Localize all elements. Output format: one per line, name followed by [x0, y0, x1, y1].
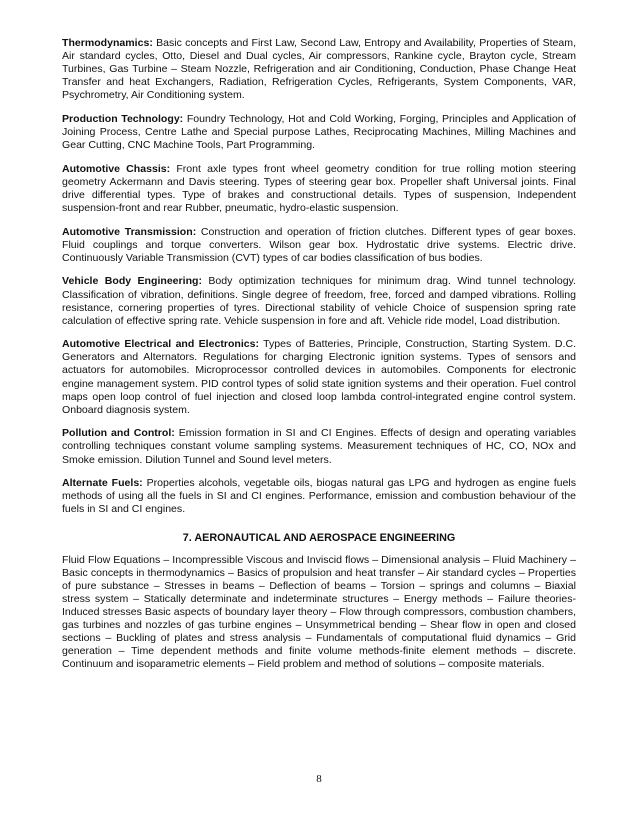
section-body: Fluid Flow Equations – Incompressible Viscous and Inviscid flows – Dimensional analysis – Fluid Machinery – Basic concepts in thermodynamics – Basics of propulsion and heat transfer – Air standard cycles – Properties of pure substance – Stresses in beams – Deflection of beams – Torsion – springs and columns – Biaxial stress system – Statically determinate and indeterminate structures – Energy methods – Failure theories- Induced stresses Basic aspects of boundary layer theory – Flow through compressors, combustion chambers, gas turbines and nozzles of gas turbine engines – Unsymmetrical bending – Shear flow in open and closed sections – Buckling of plates and stress analysis – Fundamentals of computational fluid dynamics – Grid generation – Time dependent methods and finite volume methods-finite element methods – discrete. Continuum and isoparametric elements – Field problem and method of solutions – composite materials. [62, 553, 576, 671]
heading-vehicle-body-engineering: Vehicle Body Engineering: [62, 275, 202, 288]
paragraph-automotive-transmission [62, 226, 576, 265]
text-automotive-electrical: Types of Batteries, Principle, Construction, Starting System. D.C. Generators and Alternators. Regulations for charging Electronic ignition systems. Types of sensors and actuators for automobiles. Microprocessor controlled devices in automobiles. Components for electronic engine management system. PID control types of solid state ignition systems and their operation. Fuel control maps open loop control of fuel injection and closed loop lambda control-integrated engine control system. Onboard diagnosis system. [62, 338, 577, 416]
paragraph-automotive-electrical [62, 338, 576, 417]
heading-pollution-control: Pollution and Control: [62, 427, 175, 440]
text-automotive-chassis: Front axle types front wheel geometry condition for true rolling motion steering geometry Ackermann and Davis steering. Types of steering gear box. Propeller shaft Universal joints. Final drive differential types. Type of brakes and constructional details. Types of suspension, Independent suspension-front and rear Rubber, pneumatic, hydro-elastic suspension. [62, 162, 577, 215]
section-title: 7. AERONAUTICAL AND AEROSPACE ENGINEERING [182, 532, 456, 545]
heading-production-technology: Production Technology: [62, 112, 184, 125]
text-production-technology: Foundry Technology, Hot and Cold Working, Forging, Principles and Application of Joining Process, Centre Lathe and Special purpose Lathes, Reciprocating Machines, Milling Machines and Gear Cutting, CNC Machine Tools, Part Programming. [62, 112, 576, 152]
heading-automotive-chassis: Automotive Chassis: [62, 162, 171, 175]
heading-automotive-transmission: Automotive Transmission: [62, 225, 197, 238]
paragraph-automotive-chassis [62, 163, 576, 215]
text-alternate-fuels: Properties alcohols, vegetable oils, biogas natural gas LPG and hydrogen as engine fuels methods of using all the fuels in SI and CI engines. Performance, emission and combustion behaviour of the fuels in SI and CI engines. [62, 477, 576, 516]
paragraph-alternate-fuels [62, 477, 576, 516]
document-page [62, 37, 576, 682]
paragraph-thermodynamics [62, 37, 576, 102]
paragraph-vehicle-body-engineering [62, 275, 576, 327]
paragraph-pollution-control [62, 427, 576, 466]
heading-automotive-electrical: Automotive Electrical and Electronics: [62, 338, 260, 351]
text-vehicle-body-engineering: Body optimization techniques for minimum drag. Wind tunnel technology. Classification of vibration, definitions. Single degree of freedom, free, forced and damped vibrations. Rolling resistance, cornering properties of tyres. Directional stability of vehicle Choice of suspension spring rate calculation of effective spring rate. Vehicle suspension in fore and aft. Vehicle ride model, Load distribution. [62, 275, 576, 327]
heading-thermodynamics: Thermodynamics: [62, 37, 153, 49]
page-number: 8 [316, 773, 322, 785]
text-thermodynamics: Basic concepts and First Law, Second Law, Entropy and Availability, Properties of Steam, Air standard cycles, Otto, Diesel and Dual cycles, Air compressors, Rankine cycle, Brayton cycle, Stream Turbines, Gas Turbine – Steam Nozzle, Refrigeration and air Conditioning, Conduction, Phase Change Heat Transfer and heat Exchangers, Radiation, Refrigeration Cycles, Refrigerants, System Components, VAR, Psychrometry, Air Conditioning system. [62, 37, 576, 102]
text-pollution-control: Emission formation in SI and CI Engines. Effects of design and operating variables controlling techniques constant volume sampling systems. Measurement techniques of HC, CO, NOx and Smoke emission. Dilution Tunnel and Sound level meters. [62, 427, 576, 466]
paragraph-production-technology [62, 113, 576, 152]
heading-alternate-fuels: Alternate Fuels: [62, 477, 143, 490]
text-automotive-transmission: Construction and operation of friction clutches. Different types of gear boxes. Fluid couplings and torque converters. Wilson gear box. Hydrostatic drive systems. Electric drive. Continuously Variable Transmission (CVT) types of car bodies classification of bus bodies. [62, 225, 576, 264]
